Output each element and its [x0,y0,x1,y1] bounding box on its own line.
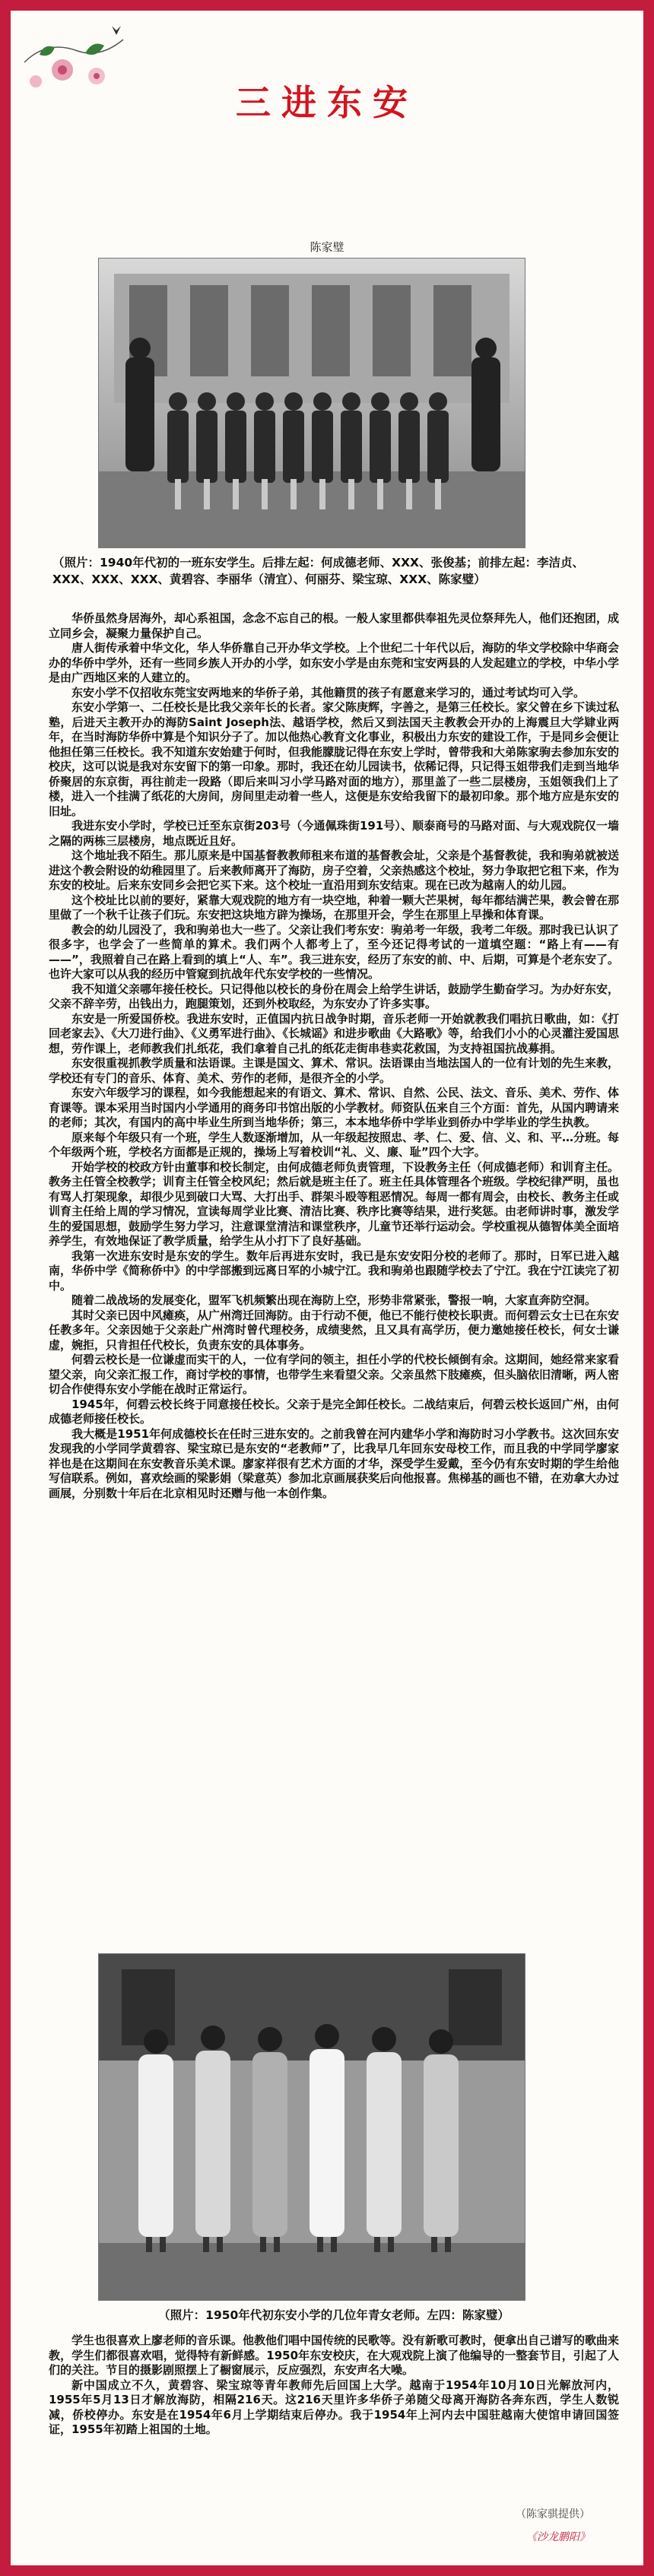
author-name: 陈家璧 [310,240,344,254]
article-body-part1 [49,611,619,1501]
publication-signature: 《沙龙鹏阳》 [526,2531,590,2543]
photo1-caption: （照片：1940年代初的一班东安学生。后排左起：何成德老师、XXX、张俊基；前排左起：李洁贞、XXX、XXX、XXX、黄碧容、李丽华（清宜）、何丽芬、梁宝琼、XXX、陈家璧） [52,556,584,586]
class-group-photo [98,258,525,548]
paragraph: 华侨虽然身居海外，却心系祖国，念念不忘自己的根。一般人家里都供奉祖先灵位祭拜先人，他们还抱团，成立同乡会，凝聚力量保护自己。 [49,611,620,640]
paragraph: 这个地址我不陌生。那儿原来是中国基督教教师租来布道的基督教会址，父亲是个基督教徒，我和驹弟就被送进这个教会附设的幼稚园里了。后来教师离开了海防，房子空着，父亲热感这个校址，努力争取把它租下来，作为东安的校址。后来东安同乡会把它买下来。这个校址一直沿用到东安结束。现在已改为越南人的幼儿园。 [49,849,620,892]
paragraph: 何碧云校长是一位谦虚而实干的人，一位有学问的领主，担任小学的代校长倾倒有余。这期间，她经常来家看望父亲，向父亲汇报工作，商讨学校的事情，也带学生来看望父亲。父亲虽然下肢瘫痪，但头脑依旧清晰，两人密切合作使得东安小学能在战时正常运行。 [49,1353,620,1396]
paragraph: 1945年，何碧云校长终于同意接任校长。父亲于是完全卸任校长。二战结束后，何碧云校长返回广州，由何成德老师接任校长。 [49,1397,619,1426]
paragraph: 新中国成立不久，黄碧容、梁宝琼等青年教师先后回国上大学。越南于1954年10月10日光解放河内，1955年5月13日才解放海防，相隔216天。这216天里许多华侨子弟随父母离开海防各奔东西，学生人数锐减，侨校停办。东安是在1954年6月上学期结束后停办。我于1954年上河内去中国驻越南大使馆申请回国签证，1955年初踏上祖国的土地。 [49,2378,619,2436]
paragraph: 开始学校的校政方针由董事和校长制定，由何成德老师负责管理，下设教务主任（何成德老师）和训育主任。教务主任管全校教学；训育主任管全校风纪；然后就是班主任了。班主任具体管理各个班级。学校纪律严明，虽也有骂人打架现象，却很少见到破口大骂、大打出手、群架斗殴等粗恶情况。每周一都有周会，由校长、教务主任或训育主任给上周的学习情况，宣读每周学业比赛、清洁比赛、秩序比赛等结果，进行奖惩。由老师讲时事，激发学生的爱国思想，鼓励学生努力学习，注意课堂清洁和课堂秩序，儿童节还举行运动会。学校重视从德智体美全面培养学生，有效地保证了教学质量，给学生从小打下了良好基础。 [49,1160,620,1248]
paragraph: 东安小学不仅招收东莞宝安两地来的华侨子弟，其他籍贯的孩子有愿意来学习的，通过考试均可入学。 [71,685,586,700]
paragraph: 教会的幼儿园没了，我和驹弟也大一些了。父亲让我们考东安：驹弟考一年级，我考二年级。那时我已认识了很多字，也学会了一些简单的算术。我们两个人都考上了，至今还记得考试的一道填空题：“路上有——有——”，我照着自己在路上看到的填上“人、车”。我三进东安，经历了东安的前、中、后期，可算是个老东安了。也许大家可以从我的经历中管窥到抗战年代东安学校的一些情况。 [49,922,620,981]
paragraph: 我不知道父亲哪年接任校长。只记得他以校长的身份在周会上给学生讲话，鼓励学生勤奋学习。为办好东安，父亲不辞辛劳，出钱出力，跑腿策划，还到外校取经，为东安办了许多实事。 [49,982,620,1010]
paragraph: 其时父亲已因中风瘫痪，从广州湾迁回海防。由于行动不便，他已不能行使校长职责。而何碧云女士已在东安任教多年。父亲因她于父亲赴广州湾时曾代理校务，成绩斐然，且又具有高学历，便力邀她接任校长，何女士谦虚，婉拒，只肯担任代校长，负责东安的具体事务。 [49,1308,620,1352]
paragraph: 东安很重视抓教学质量和法语课。主课是国文、算术、常识。法语课由当地法国人的一位有计划的先生来教，学校还有专门的音乐、体育、美术、劳作的老师，是很齐全的小学。 [49,1056,620,1085]
paragraph: 随着二战战场的发展变化，盟军飞机频繁出现在海防上空，形势非常紧张，警报一响，大家直奔防空洞。 [71,1293,597,1307]
photo2-caption: （照片：1950年代初东安小学的几位年青女老师。左四：陈家璧） [158,2308,510,2322]
paragraph: 东安六年级学习的课程，如今我能想起来的有语文、算术、常识、自然、公民、法文、音乐、美术、劳作、体育课等。课本采用当时国内小学通用的商务印书馆出版的小学教材。师资队伍来自三个方面：首先，从国内聘请来的老师；其次，有国内的高中毕业生所到当地华侨；第三，本本地华侨中学毕业到侨办中学毕业的学生执教。 [49,1086,620,1129]
paragraph: 东安是一所爱国侨校。我进东安时，正值国内抗日战争时期，音乐老师一开始就教我们唱抗日歌曲，如：《打回老家去》、《大刀进行曲》、《义勇军进行曲》、《长城谣》和进步歌曲《大路歌》等，给我们小小的心灵灌注爱国思想，劳作课上，老师教我们扎纸花，我们拿着自己扎的纸花走街串巷卖花救国，为支持祖国抗战募捐。 [49,1011,620,1055]
paragraph: 唐人街传承着中华文化，华人华侨靠自己开办华文学校。上个世纪二十年代以后，海防的华文学校除中华商会办的华侨中学外，还有一些同乡族人开办的小学，如东安小学是由东莞和宝安两县的人发起建立的学校，中华小学是由广西地区来的人建立的。 [49,641,620,684]
teachers-photo [98,1953,525,2301]
paragraph: 我大概是1951年何成德校长在任时三进东安的。之前我曾在河内建华小学和海防时习小学教书。这次回东安发现我的小学同学黄碧容、梁宝琼已是东安的“老教师”了，比我早几年回东安母校工作，而且我的中学同学廖家祥也是在这期间在东安教音乐美术课。廖家祥很有艺术方面的才华，深受学生爱戴，至今仍有东安时期的学生给他写信联系。例如，喜欢绘画的梁影娟（梁意英）参加北京画展获奖后向他报喜。焦梯基的画也不错，在劝拿大办过画展，分别数十年后在北京相见时还赠与他一本创作集。 [49,1426,620,1500]
paragraph: 学生也很喜欢上廖老师的音乐课。他教他们唱中国传统的民歌等。没有新歌可教时，便拿出自己谱写的歌曲来教，学生们都很喜欢唱，觉得特有新鲜感。1950年东安校庆，在大观戏院上演了他编导的一整套节目，引起了人们的关注。节目的摄影剧照摆上了橱窗展示，反应强烈，东安声名大噪。 [49,2333,620,2377]
article-title: 三进东安 [236,82,418,123]
paragraph: 这个校址比以前的要好，紧靠大观戏院的地方有一块空地，种着一颗大芒果树，每年都结满芒果，教会曾在那里做了一个秋千让孩子们玩。东安把这块地方辟为操场，在那里开会，学生在那里上早操和体育课。 [49,893,620,922]
photo-credit: （陈家骐提供） [516,2508,590,2520]
paragraph: 我进东安小学时，学校已迁至东京街203号（今通佩珠街191号）、顺泰商号的马路对面、与大观戏院仅一墙之隔的两栋三层楼房，地点既近且好。 [49,819,619,848]
paragraph: 东安小学第一、二任校长是比我父亲年长的长者。家父陈庚辉，字善之，是第三任校长。家父曾在乡下读过私塾，后进天主教开办的海防Saint Joseph法、越语学校，然后又到法国天主教教会开办的上海震旦大学肄业两年，在当时海防华侨中算是个知识分子了。加以他热心教育文化事业，积极出力东安的建设工作，于是同乡会便让他担任第三任校长。我不知道东安始建于何时，但我能朦胧记得在东安上学时，曾带我和大弟陈家驹去参加东安的校庆，这可以说是我对东安留下的第一印象。那时，我还在幼儿园读书，依稀记得，只记得玉姐带我们走到当地华侨聚居的东京街，再往前走一段路（即后来叫习小学马路对面的地方），那里盖了一些二层楼房，玉姐领我们上了楼，进入一个挂满了纸花的大房间，房间里走动着一些人，这便是东安给我留下的最初印象。那个地方应是东安的旧址。 [49,700,620,818]
article-body-part2 [49,2333,619,2438]
paragraph: 原来每个年级只有一个班，学生人数逐渐增加，从一年级起按照忠、孝、仁、爱、信、义、和、平…分班。每个年级两个班，学校名方面都是正规的，操场上写着校训“礼、义、廉、耻”四个大字。 [49,1130,620,1159]
paragraph: 我第一次进东安时是东安的学生。数年后再进东安时，我已是东安安阳分校的老师了。那时，日军已进入越南，华侨中学《简称侨中》的中学部搬到远离日军的小城宁江。我和驹弟也跟随学校去了宁江。我在宁江读完了初中。 [49,1248,620,1293]
